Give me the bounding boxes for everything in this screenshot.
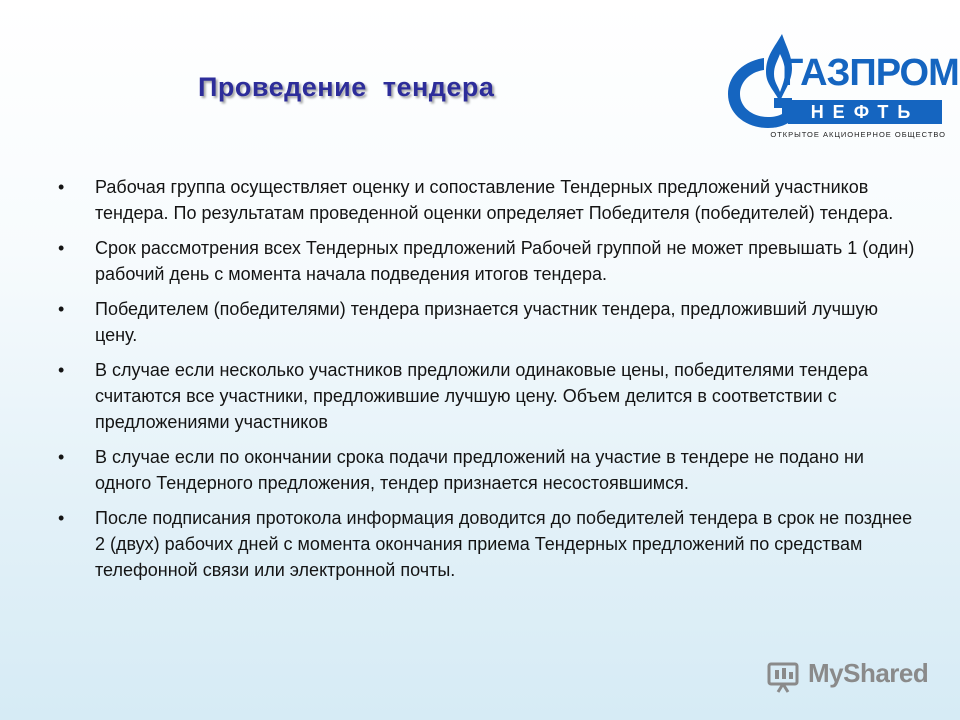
bullet-dot: • bbox=[58, 447, 65, 467]
bullet-text: Рабочая группа осуществляет оценку и сопоставление Тендерных предложений участников тендера. По результатам проведенной оценки определяет Победителя (победителей) тендера. bbox=[95, 177, 894, 223]
logo-sub: НЕФТЬ bbox=[810, 102, 920, 122]
bullet-text: Победителем (победителями) тендера признается участник тендера, предложивший лучшую цену. bbox=[95, 299, 878, 345]
bullet-item bbox=[58, 505, 918, 583]
bullet-item bbox=[58, 444, 918, 496]
bullet-item bbox=[58, 174, 918, 226]
bullet-dot: • bbox=[58, 177, 65, 197]
bullet-item bbox=[58, 296, 918, 348]
bullet-dot: • bbox=[58, 360, 65, 380]
gazprom-neft-logo bbox=[722, 28, 959, 146]
slide-title: Проведение тендера bbox=[198, 72, 495, 102]
bullet-list bbox=[58, 174, 918, 592]
bullet-item bbox=[58, 357, 918, 435]
watermark-text: MyShared bbox=[808, 658, 929, 688]
bullet-dot: • bbox=[58, 238, 65, 258]
logo-caption: ОТКРЫТОЕ АКЦИОНЕРНОЕ ОБЩЕСТВО bbox=[770, 130, 946, 139]
logo-name: ГАЗПРОМ bbox=[782, 52, 959, 94]
presentation-board-icon bbox=[766, 658, 802, 694]
bullet-text: В случае если несколько участников предложили одинаковые цены, победителями тендера считаются все участники, предложившие лучшую цену. Объем делится в соответствии с предложениями участников bbox=[95, 360, 868, 432]
myshared-watermark bbox=[766, 656, 936, 696]
bullet-item bbox=[58, 235, 918, 287]
bullet-dot: • bbox=[58, 508, 65, 528]
bullet-text: В случае если по окончании срока подачи предложений на участие в тендере не подано ни одного Тендерного предложения, тендер признается несостоявшимся. bbox=[95, 447, 864, 493]
bullet-text: Срок рассмотрения всех Тендерных предложений Рабочей группой не может превышать 1 (один) рабочий день с момента начала подведения итогов тендера. bbox=[95, 238, 915, 284]
bullet-dot: • bbox=[58, 299, 65, 319]
bullet-text: После подписания протокола информация доводится до победителей тендера в срок не позднее 2 (двух) рабочих дней с момента окончания приема Тендерных предложений по средствам телефонной связи или электронной почты. bbox=[95, 508, 913, 580]
logo-sub-box bbox=[788, 100, 942, 124]
